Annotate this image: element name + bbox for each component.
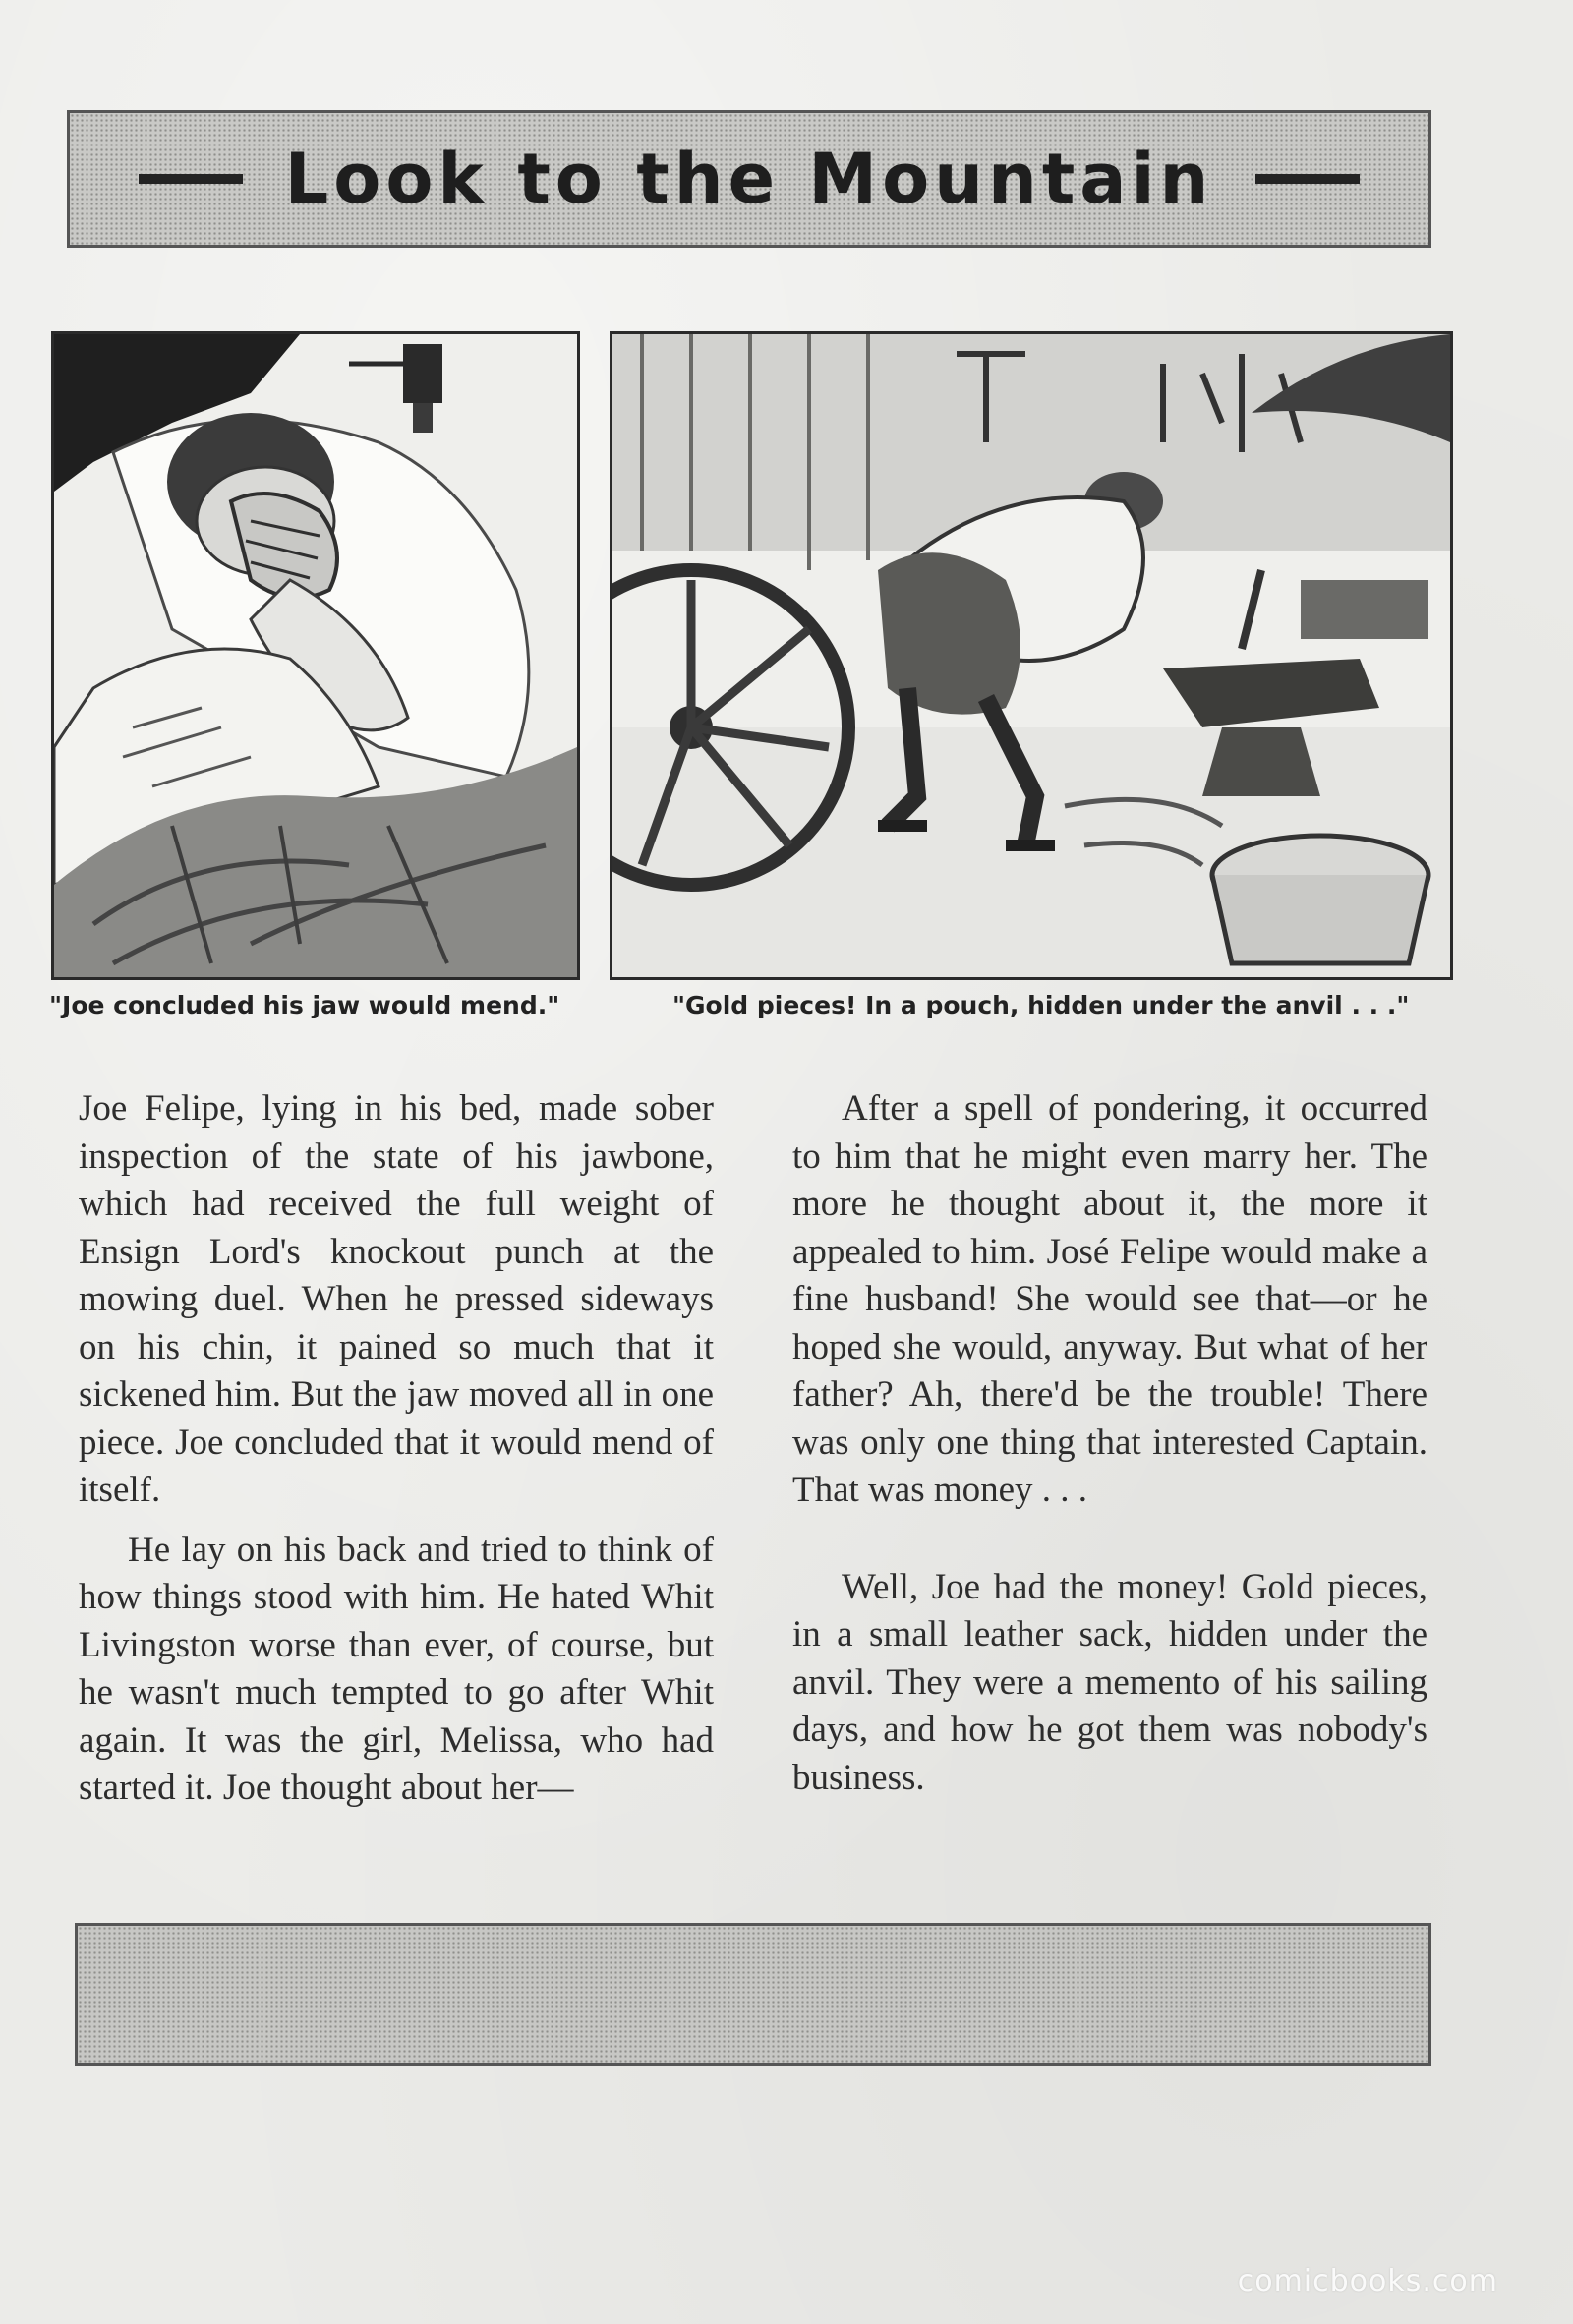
illustration-panel-blacksmith-shop [610,331,1453,980]
title-banner [67,110,1431,248]
story-column-left [79,1085,714,1813]
joe-in-bed-drawing [54,334,577,977]
page-title: Look to the Mountain [284,139,1214,219]
banner-dash-right [1255,174,1360,184]
story-paragraph: Well, Joe had the money! Gold pieces, in a small leather sack, hidden under the anvil. They were a memento of his sailing days, and how he got them was nobody's business. [792,1566,1427,1798]
story-paragraph: He lay on his back and tried to think of how things stood with him. He hated Whit Livingston worse than ever, of course, but he wasn't much tempted to go after Whit again. It was the girl, Melissa, who had started it. Joe thought about her— [79,1529,714,1808]
story-column-right [792,1085,1427,1802]
panel-caption-gold: "Gold pieces! In a pouch, hidden under the anvil . . ." [672,991,1410,1019]
footer-banner [75,1923,1431,2066]
blacksmith-shop-drawing [612,334,1450,977]
watermark-text: comicbooks.com [1237,2264,1498,2298]
illustration-panel-joe-in-bed [51,331,580,980]
panel-caption-joe: "Joe concluded his jaw would mend." [49,991,560,1019]
story-paragraph: After a spell of pondering, it occurred to him that he might even marry her. The more he thought about it, the more it appealed to him. José Felipe would make a fine husband! She would see that—or he hoped she would, anyway. But what of her father? Ah, there'd be the trouble! There was only one thing that interested Captain. That was money . . . [792,1088,1427,1510]
story-paragraph: Joe Felipe, lying in his bed, made sober inspection of the state of his jawbone, which had received the full weight of Ensign Lord's knockout punch at the mowing duel. When he pressed sideways on his chin, it pained so much that it sickened him. But the jaw moved all in one piece. Joe concluded that it would mend of itself. [79,1088,714,1510]
